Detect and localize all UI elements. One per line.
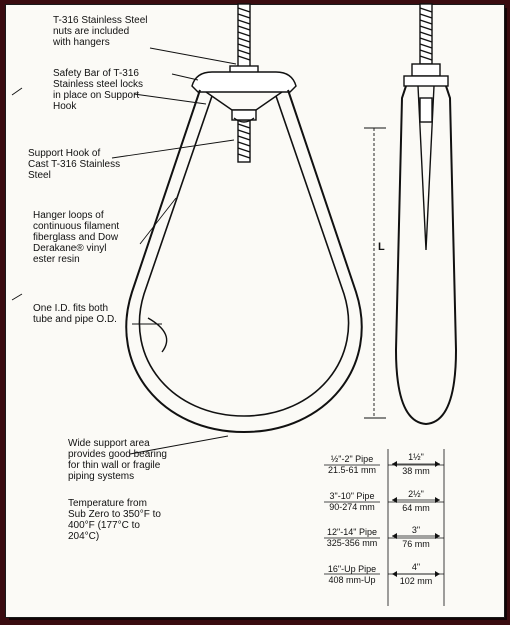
table-row bbox=[322, 454, 382, 476]
label-hanger-loops: Hanger loops of continuous filament fiberglass and Dow Derakane® vinyl ester resin bbox=[33, 210, 120, 265]
table-row bbox=[322, 491, 382, 513]
hanger-width: 3" bbox=[411, 525, 421, 535]
label-temperature: Temperature from Sub Zero to 350°F to 400°F (177°C to 204°C) bbox=[68, 498, 161, 542]
id-arc bbox=[148, 318, 167, 352]
pipe-range: ½"-2" Pipe bbox=[330, 454, 374, 464]
pipe-range-mm: 90-274 mm bbox=[329, 502, 375, 512]
label-id-fit: One I.D. fits both tube and pipe O.D. bbox=[33, 303, 117, 325]
pipe-range: 3"-10" Pipe bbox=[329, 491, 375, 501]
pipe-range: 12"-14" Pipe bbox=[327, 527, 377, 537]
hanger-width: 1½" bbox=[408, 452, 424, 462]
label-nuts: T-316 Stainless Steel nuts are included with hangers bbox=[53, 15, 148, 48]
table-row bbox=[388, 491, 444, 514]
hanger-width-mm: 102 mm bbox=[399, 576, 433, 586]
hanger-width: 4" bbox=[411, 562, 421, 572]
pipe-range-mm: 21.5-61 mm bbox=[327, 465, 377, 475]
support-hook bbox=[206, 92, 282, 110]
pipe-range: 16"-Up Pipe bbox=[327, 564, 377, 574]
label-support-hook: Support Hook of Cast T-316 Stainless Steel bbox=[28, 148, 121, 181]
table-row bbox=[388, 454, 444, 477]
safety-bar bbox=[192, 72, 296, 92]
hanger-width-mm: 76 mm bbox=[402, 539, 430, 549]
table-row bbox=[322, 527, 382, 549]
dimension-line bbox=[364, 128, 386, 418]
pipe-range-mm: 325-356 mm bbox=[326, 538, 378, 548]
label-safety-bar: Safety Bar of T-316 Stainless steel locks in place on Support Hook bbox=[53, 68, 144, 112]
dimension-label: L bbox=[378, 241, 385, 253]
hanger-width-mm: 64 mm bbox=[402, 503, 430, 513]
side-view bbox=[396, 4, 456, 424]
table-row bbox=[322, 564, 382, 586]
hanger-width-mm: 38 mm bbox=[402, 466, 430, 476]
label-wide-support: Wide support area provides good bearing for thin wall or fragile piping systems bbox=[68, 438, 167, 482]
pipe-range-mm: 408 mm-Up bbox=[328, 575, 376, 585]
table-row bbox=[388, 564, 444, 587]
hanger-width: 2½" bbox=[408, 489, 424, 499]
table-row bbox=[388, 527, 444, 550]
